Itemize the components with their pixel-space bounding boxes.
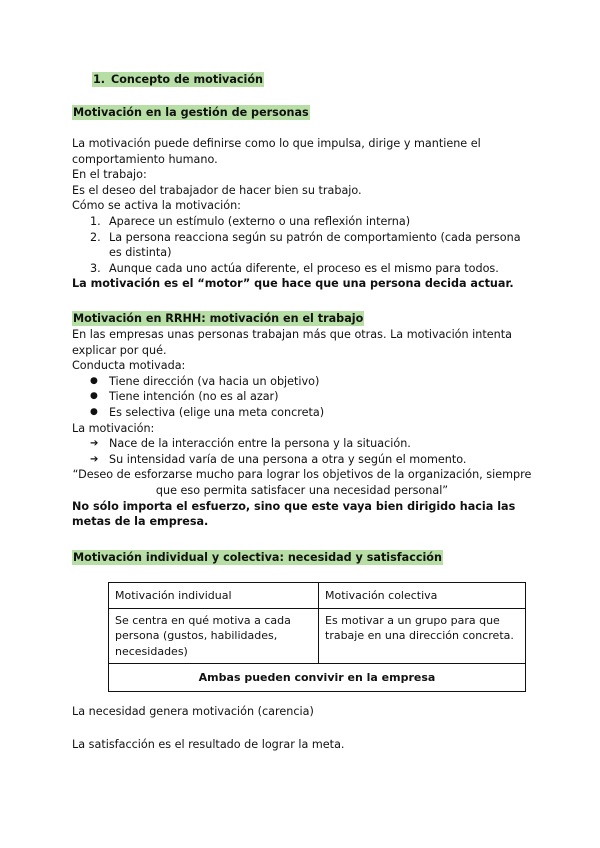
section-title-highlight xyxy=(92,72,264,87)
list-item xyxy=(72,389,532,405)
table-cell-colectiva: Es motivar a un grupo para que trabaje en una dirección concreta. xyxy=(319,609,526,664)
list-item-text: Aparece un estímulo (externo o una reflexión interna) xyxy=(109,214,411,228)
table-header-colectiva: Motivación colectiva xyxy=(319,583,526,609)
list-item xyxy=(72,452,532,468)
heading-gestion-personas xyxy=(72,105,310,121)
definition-text: La motivación puede definirse como lo que impulsa, dirige y mantiene el comportamiento humano. xyxy=(72,137,481,166)
block-rrhh xyxy=(72,327,532,530)
rrhh-intro: En las empresas unas personas trabajan más que otras. La motivación intenta explicar por qué. xyxy=(72,328,512,357)
comparison-table xyxy=(108,582,526,692)
section-title xyxy=(92,72,264,88)
block-gestion-personas xyxy=(72,136,532,292)
list-marker: 1. xyxy=(90,214,101,228)
list-item-text: Tiene dirección (va hacia un objetivo) xyxy=(109,374,320,388)
conduct-bullets xyxy=(72,374,532,421)
arrow-right-icon: ➔ xyxy=(90,438,99,450)
table-footer-cell: Ambas pueden convivir en la empresa xyxy=(109,664,526,692)
list-marker: 3. xyxy=(90,261,101,275)
heading-rrhh xyxy=(72,311,364,327)
arrow-right-icon: ➔ xyxy=(90,453,99,465)
activation-label: Cómo se activa la motivación: xyxy=(72,199,241,213)
heading-individual-colectiva xyxy=(72,550,443,566)
list-item xyxy=(72,261,532,277)
list-item xyxy=(72,214,532,230)
table-header-individual: Motivación individual xyxy=(109,583,319,609)
conduct-label: Conducta motivada: xyxy=(72,359,186,373)
list-item-text: Nace de la interacción entre la persona y la situación. xyxy=(109,437,411,451)
bullet-icon: ● xyxy=(90,375,98,386)
list-item-text: Aunque cada uno actúa diferente, el proceso es el mismo para todos. xyxy=(109,261,499,275)
motivation-arrows xyxy=(72,436,532,467)
conclusion-esfuerzo: No sólo importa el esfuerzo, sino que este vaya bien dirigido hacia las metas de la empresa. xyxy=(72,499,516,529)
section-title-text: Concepto de motivación xyxy=(111,73,263,86)
heading-individual-colectiva-text: Motivación individual y colectiva: necesidad y satisfacción xyxy=(73,551,442,564)
table-footer-row xyxy=(109,664,526,692)
list-item-text: Es selectiva (elige una meta concreta) xyxy=(109,405,325,419)
table-header-row xyxy=(109,583,526,609)
table-row xyxy=(109,609,526,664)
list-item-text: Su intensidad varía de una persona a otra y según el momento. xyxy=(109,452,467,466)
list-item-text: Tiene intención (no es al azar) xyxy=(109,390,279,404)
section-number: 1. xyxy=(93,73,106,86)
definition-quote: “Deseo de esforzarse mucho para lograr los objetivos de la organización, siempre que eso permita satisfacer una necesidad personal” xyxy=(72,468,532,497)
list-marker: 2. xyxy=(90,230,101,244)
activation-steps xyxy=(72,214,532,276)
satisfaction-text: La satisfacción es el resultado de lograr la meta. xyxy=(72,738,345,751)
conclusion-motor: La motivación es el “motor” que hace que una persona decida actuar. xyxy=(72,277,514,291)
list-item-text: La persona reacciona según su patrón de comportamiento (cada persona es distinta) xyxy=(109,230,521,260)
motivation-label: La motivación: xyxy=(72,421,155,435)
table-cell-individual: Se centra en qué motiva a cada persona (gustos, habilidades, necesidades) xyxy=(109,609,319,664)
list-item xyxy=(72,230,532,261)
bullet-icon: ● xyxy=(90,391,98,402)
need-text: La necesidad genera motivación (carencia) xyxy=(72,705,314,718)
work-label: En el trabajo: xyxy=(72,168,147,182)
list-item xyxy=(72,405,532,421)
heading-rrhh-text: Motivación en RRHH: motivación en el trabajo xyxy=(73,312,364,325)
list-item xyxy=(72,436,532,452)
heading-gestion-personas-text: Motivación en la gestión de personas xyxy=(73,106,309,119)
list-item xyxy=(72,374,532,390)
bullet-icon: ● xyxy=(90,406,98,417)
work-text: Es el deseo del trabajador de hacer bien su trabajo. xyxy=(72,183,362,197)
